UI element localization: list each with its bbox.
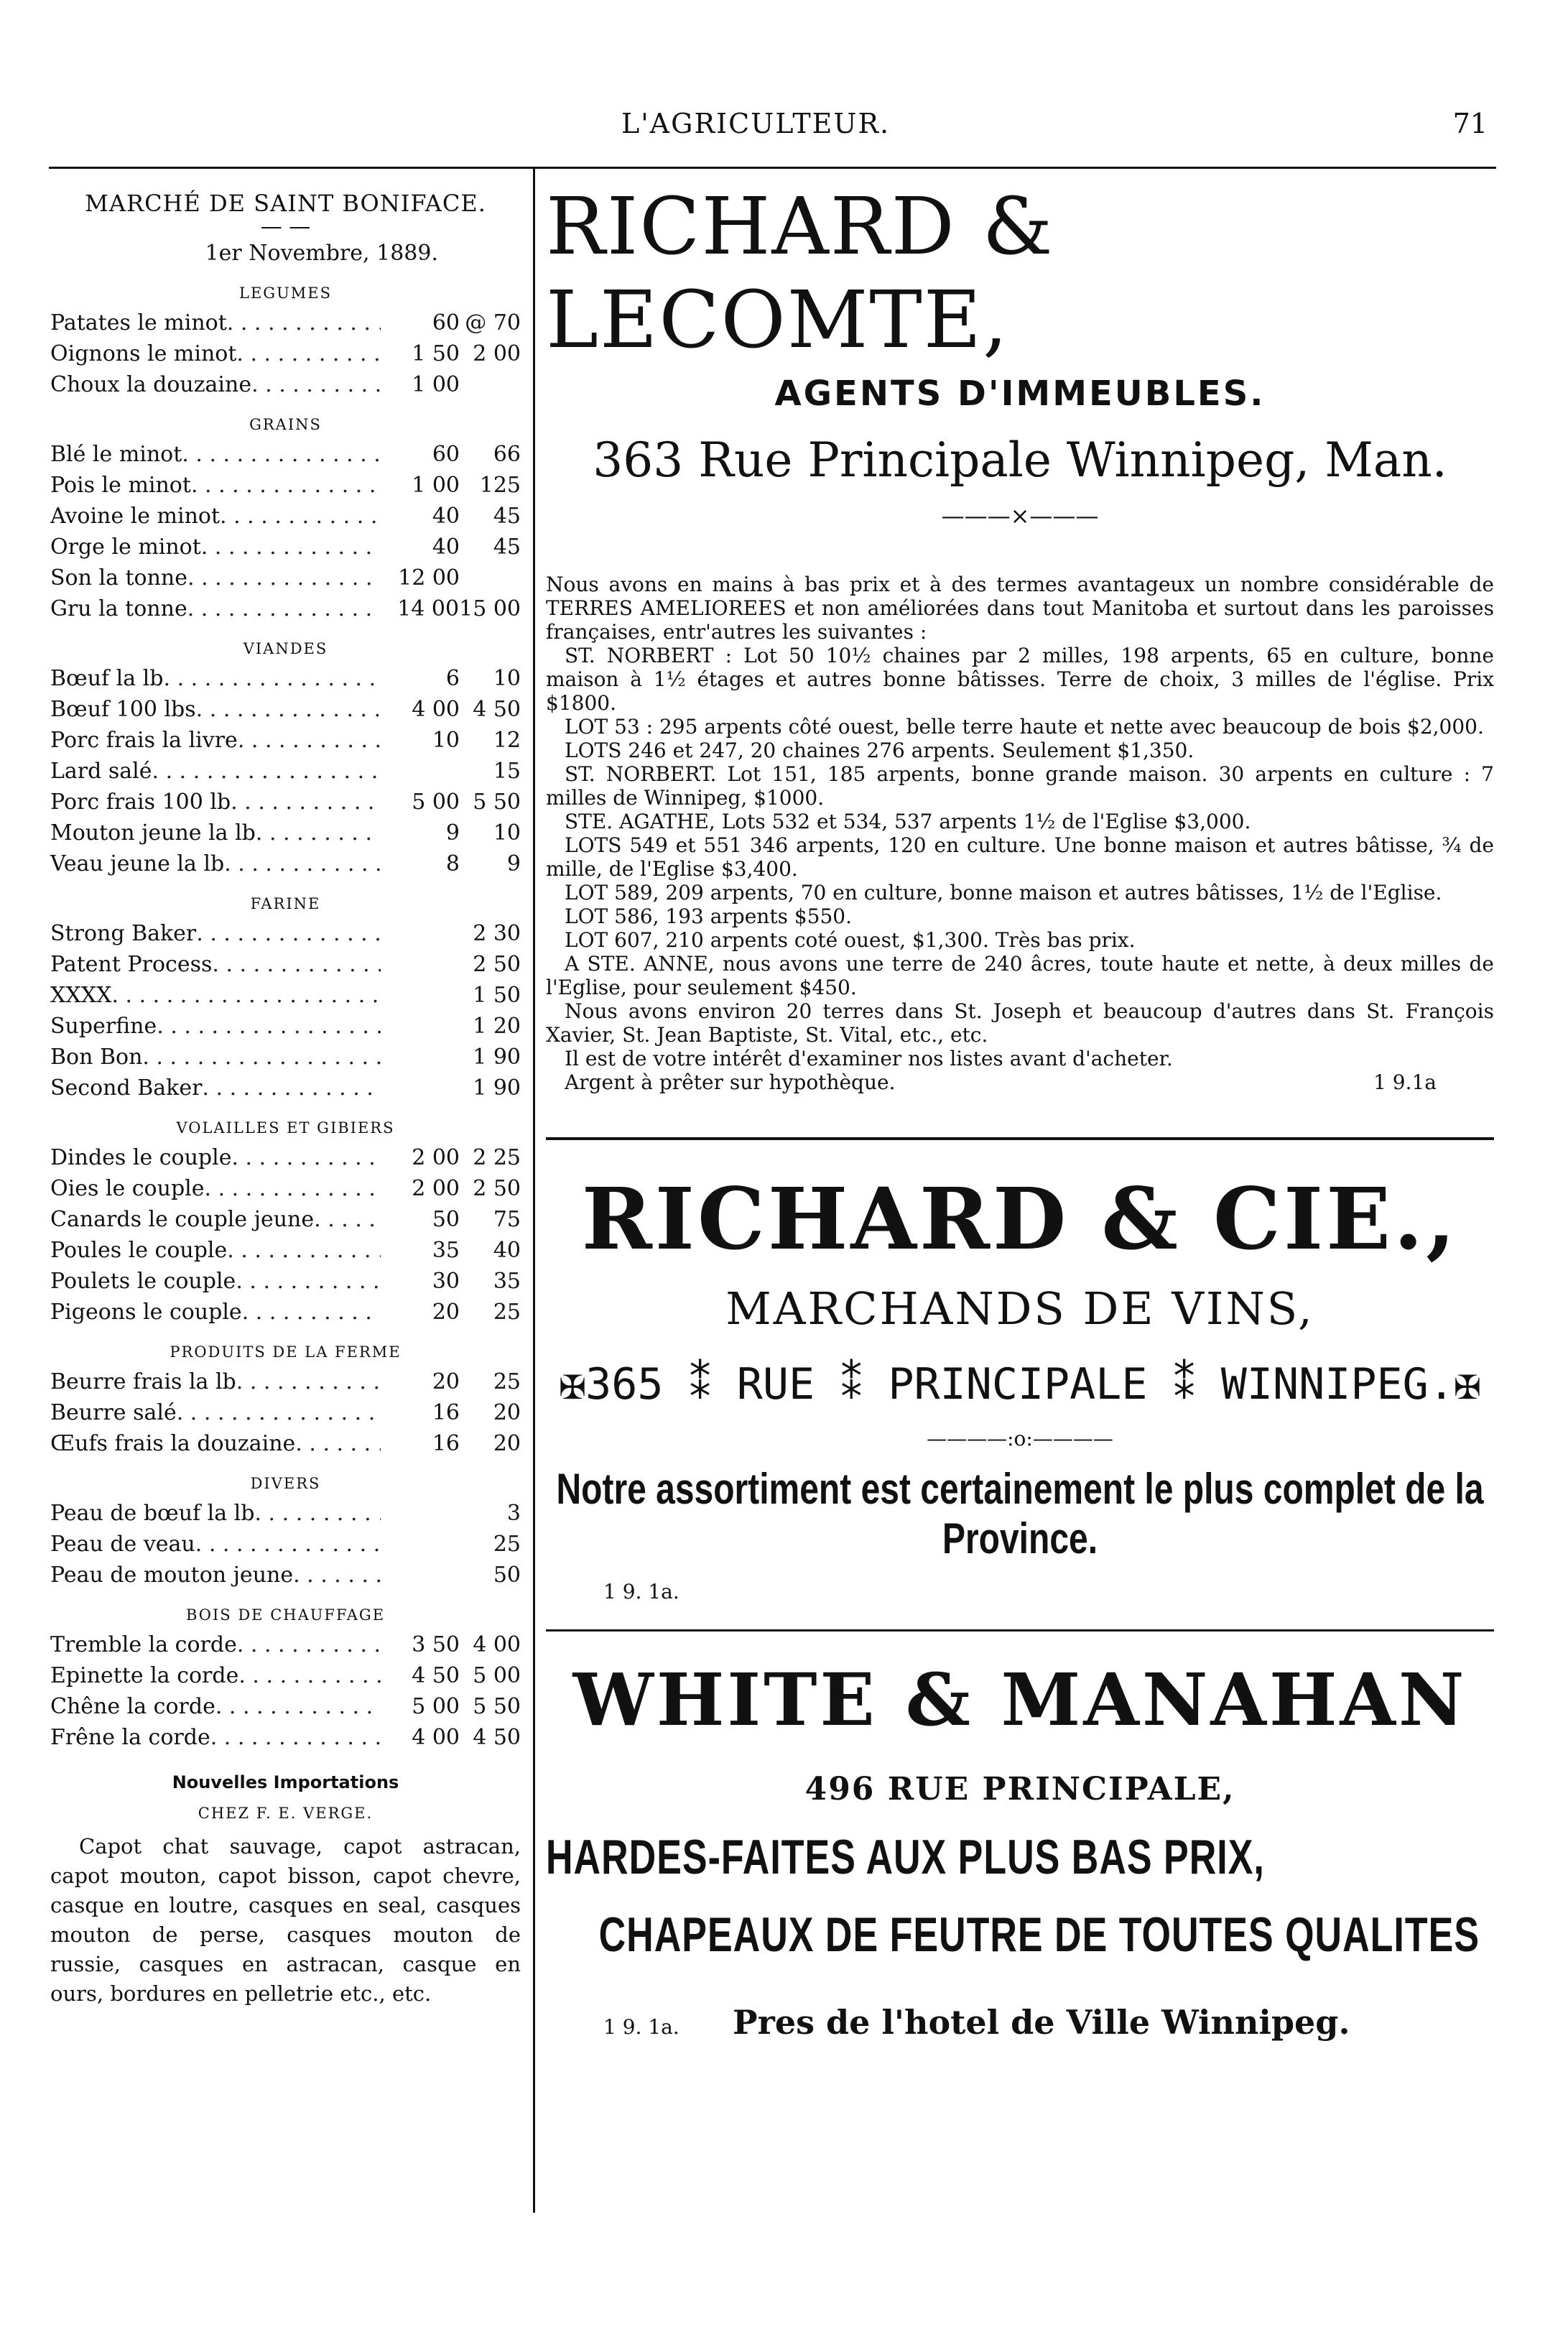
price-label: Poulets le couple [50, 1269, 236, 1294]
ad1-closing: Argent à prêter sur hypothèque. [565, 1070, 896, 1094]
leader-dots [231, 787, 381, 818]
price-high: 4 00 [473, 1632, 521, 1657]
price-label: Avoine le minot [50, 504, 221, 529]
price-row [50, 439, 521, 470]
price-high: 4 50 [473, 697, 521, 722]
price-high: 25 [493, 1369, 521, 1394]
price-low: 60 [432, 442, 460, 467]
price-high: 15 00 [459, 596, 521, 621]
price-low: 6 [445, 666, 460, 691]
price-high: 5 00 [473, 1663, 521, 1688]
ad1-address: 363 Rue Principale Winnipeg, Man. [593, 432, 1447, 488]
price-low: 5 00 [412, 1694, 460, 1719]
price-row [50, 470, 521, 501]
imports-subtitle: CHEZ F. E. VERGE. [198, 1805, 374, 1822]
leader-dots [177, 1397, 381, 1428]
ad1-paragraph: Nous avons environ 20 terres dans St. Joseph et beaucoup d'autres dans St. François Xavier, St. Jean Baptiste, St. Vital, etc., etc. [546, 999, 1494, 1047]
section-heading: LEGUMES [239, 284, 332, 302]
leader-dots [236, 1266, 381, 1297]
ad3-name: WHITE & MANAHAN [572, 1657, 1467, 1742]
price-high: 2 30 [473, 921, 521, 946]
leader-dots [238, 725, 381, 756]
price-low: 3 50 [412, 1632, 460, 1657]
ad1-paragraph: LOT 589, 209 arpents, 70 en culture, bonne maison et autres bâtisses, 1½ de l'Eglise. [565, 881, 1442, 904]
price-row [50, 918, 521, 949]
price-row [50, 1042, 521, 1073]
price-low: 2 00 [412, 1145, 460, 1170]
leader-dots [191, 470, 381, 501]
price-label: Epinette la corde [50, 1663, 239, 1688]
section-heading: PRODUITS DE LA FERME [170, 1343, 402, 1361]
price-label: Frêne la corde [50, 1725, 210, 1750]
price-label: Bœuf la lb [50, 666, 164, 691]
leader-dots [251, 369, 381, 400]
price-row [50, 1428, 521, 1459]
price-low: 35 [432, 1238, 460, 1263]
leader-dots [254, 1498, 381, 1529]
ad2-subtitle: MARCHANDS DE VINS, [725, 1282, 1314, 1335]
leader-dots [201, 532, 381, 563]
column-divider [533, 169, 535, 2213]
price-row [50, 1011, 521, 1042]
leader-dots [236, 1366, 381, 1397]
ad1-separator: ———×——— [941, 502, 1099, 529]
price-high: 2 25 [473, 1145, 521, 1170]
ad1-paragraph: STE. AGATHE, Lots 532 et 534, 537 arpents 1½ de l'Eglise $3,000. [565, 810, 1251, 833]
price-label: Tremble la corde [50, 1632, 237, 1657]
leader-dots [224, 848, 381, 879]
ad1-paragraph: ST. NORBERT : Lot 50 10½ chaines par 2 milles, 198 arpents, 65 en culture, bonne maison à 1½ étages et autres bonne bâtisses. Terre de choix, 3 milles de l'église. Prix $1800. [546, 644, 1494, 715]
leader-dots [182, 439, 381, 470]
price-high: 15 [493, 759, 521, 784]
price-label: Bœuf 100 lbs [50, 697, 196, 722]
ad3-footer-row [546, 2003, 1494, 2042]
ad2-separator: ————:o:———— [927, 1427, 1113, 1450]
ad1-paragraph: A STE. ANNE, nous avons une terre de 240 âcres, toute haute et nette, à deux milles de l'Eglise, pour seulement $450. [546, 952, 1494, 999]
price-low: 9 [445, 820, 460, 846]
price-high: 1 90 [473, 1075, 521, 1101]
leader-dots [196, 918, 381, 949]
ad1-paragraph: Nous avons en mains à bas prix et à des termes avantageux un nombre considérable de TERRES AMELIOREES et non améliorées dans tout Manitoba et surtout dans les paroisses françaises, entr'autres les suivantes : [546, 573, 1494, 644]
market-column [50, 188, 521, 2009]
price-label: Strong Baker [50, 921, 197, 946]
price-high: 45 [493, 504, 521, 529]
price-row [50, 1142, 521, 1173]
price-label: Peau de bœuf la lb [50, 1501, 255, 1526]
price-high: 20 [493, 1400, 521, 1425]
price-label: Canards le couple jeune [50, 1207, 315, 1232]
price-low: 12 00 [398, 565, 460, 591]
price-high: 1 50 [473, 983, 521, 1008]
ad1-name: RICHARD & LECOMTE, [546, 180, 1054, 366]
leader-dots [111, 980, 381, 1011]
price-high: 20 [493, 1431, 521, 1456]
price-high: 12 [493, 728, 521, 753]
price-row [50, 980, 521, 1011]
price-high: 2 50 [473, 1176, 521, 1201]
leader-dots [227, 1235, 381, 1266]
price-row [50, 1235, 521, 1266]
price-high: 50 [493, 1563, 521, 1588]
leader-dots [196, 694, 381, 725]
leader-dots [187, 563, 381, 593]
price-high: 10 [493, 666, 521, 691]
price-label: Son la tonne [50, 565, 188, 591]
price-low: 14 00 [397, 596, 460, 621]
price-row [50, 563, 521, 593]
section-heading: GRAINS [249, 416, 322, 433]
ad1-body [546, 573, 1494, 1070]
price-label: XXXX [50, 983, 112, 1008]
price-label: Chêne la corde [50, 1694, 215, 1719]
price-row [50, 501, 521, 532]
price-high: 10 [493, 820, 521, 846]
ad2-address: ✠365 ⁑ RUE ⁑ PRINCIPALE ⁑ WINNIPEG.✠ [559, 1359, 1481, 1410]
ad2-name: RICHARD & CIE., [581, 1169, 1459, 1269]
price-low: 8 [445, 851, 460, 876]
ad-divider [546, 1137, 1494, 1140]
price-high: 25 [493, 1300, 521, 1325]
price-low: 4 00 [412, 697, 460, 722]
price-low: 5 00 [412, 790, 460, 815]
ad1-closing-row [546, 1070, 1494, 1094]
leader-dots [231, 1142, 381, 1173]
price-label: Choux la douzaine [50, 372, 252, 397]
price-row [50, 1073, 521, 1103]
price-row [50, 848, 521, 879]
price-label: Peau de mouton jeune [50, 1563, 294, 1588]
journal-title: L'AGRICULTEUR. [621, 108, 891, 139]
price-high: 3 [506, 1501, 521, 1526]
price-row [50, 338, 521, 369]
leader-dots [293, 1560, 381, 1591]
price-low: 4 50 [412, 1663, 460, 1688]
leader-dots [212, 949, 381, 980]
ad1-paragraph: ST. NORBERT. Lot 151, 185 arpents, bonne grande maison. 30 arpents en culture : 7 milles de Winnipeg, $1000. [546, 762, 1494, 810]
price-label: Poules le couple [50, 1238, 228, 1263]
ad3-ref: 1 9. 1a. [603, 2015, 679, 2039]
price-label: Beurre salé [50, 1400, 177, 1425]
section-heading: VOLAILLES ET GIBIERS [176, 1119, 395, 1137]
price-label: Porc frais la livre [50, 728, 238, 753]
price-high: 45 [493, 534, 521, 560]
price-row [50, 949, 521, 980]
price-row [50, 369, 521, 400]
ad3-footer: Pres de l'hotel de Ville Winnipeg. [733, 2003, 1350, 2042]
price-low: 20 [432, 1369, 460, 1394]
market-sections [50, 279, 521, 1753]
leader-dots [187, 593, 380, 624]
price-row [50, 532, 521, 563]
price-low: 2 00 [412, 1176, 460, 1201]
price-low: 16 [432, 1400, 460, 1425]
leader-dots [242, 1297, 381, 1328]
leader-dots [195, 1529, 381, 1560]
leader-dots [142, 1042, 381, 1073]
price-row [50, 1366, 521, 1397]
price-low: 20 [432, 1300, 460, 1325]
price-label: Peau de veau [50, 1532, 195, 1557]
leader-dots [220, 501, 381, 532]
price-high: 25 [493, 1532, 521, 1557]
price-label: Oies le couple [50, 1176, 205, 1201]
price-high: 4 50 [473, 1725, 521, 1750]
price-row [50, 1498, 521, 1529]
price-low: 30 [432, 1269, 460, 1294]
leader-dots [215, 1691, 381, 1722]
ad3-line1: HARDES-FAITES AUX PLUS BAS PRIX, [546, 1830, 1265, 1885]
price-high: 35 [493, 1269, 521, 1294]
price-label: Porc frais 100 lb [50, 790, 231, 815]
leader-dots [237, 1629, 381, 1660]
price-low: 1 50 [412, 341, 460, 366]
price-high: 5 50 [473, 790, 521, 815]
price-row [50, 1173, 521, 1204]
price-label: Veau jeune la lb [50, 851, 225, 876]
price-high: 75 [493, 1207, 521, 1232]
leader-dots [157, 1011, 381, 1042]
section-heading: DIVERS [250, 1475, 321, 1492]
price-low: 1 00 [412, 473, 460, 498]
price-low: 40 [432, 534, 460, 560]
price-row [50, 1266, 521, 1297]
ad2-ref: 1 9. 1a. [603, 1580, 679, 1603]
price-low: 1 00 [412, 372, 460, 397]
ads-column [546, 180, 1494, 2042]
price-row [50, 1529, 521, 1560]
price-row [50, 818, 521, 848]
price-label: Orge le minot [50, 534, 201, 560]
price-low: 40 [432, 504, 460, 529]
section-heading: VIANDES [243, 640, 328, 657]
price-row [50, 1297, 521, 1328]
leader-dots [256, 818, 381, 848]
price-row [50, 1722, 521, 1753]
price-row [50, 593, 521, 624]
ad1-paragraph: LOTS 549 et 551 346 arpents, 120 en culture. Une bonne maison et autres bâtisse, ¾ de mille, de l'Eglise $3,400. [546, 833, 1494, 881]
page-header [0, 108, 1568, 151]
ad-divider [546, 1629, 1494, 1631]
price-high: 5 50 [473, 1694, 521, 1719]
leader-dots [314, 1204, 381, 1235]
price-row [50, 725, 521, 756]
ad1-subtitle: AGENTS D'IMMEUBLES. [774, 374, 1266, 414]
price-label: Dindes le couple [50, 1145, 232, 1170]
leader-dots [202, 1073, 381, 1103]
price-label: Œufs frais la douzaine [50, 1431, 296, 1456]
ad1-paragraph: Il est de votre intérêt d'examiner nos listes avant d'acheter. [565, 1047, 1173, 1070]
price-row [50, 1660, 521, 1691]
leader-dots [205, 1173, 381, 1204]
price-label: Bon Bon [50, 1045, 143, 1070]
price-high: 2 50 [473, 952, 521, 977]
price-high: 125 [479, 473, 521, 498]
ad1-paragraph: LOT 586, 193 arpents $550. [565, 904, 852, 928]
section-heading: BOIS DE CHAUFFAGE [185, 1606, 386, 1624]
imports-title: Nouvelles Importations [172, 1772, 399, 1792]
price-low: 50 [432, 1207, 460, 1232]
price-label: Lard salé [50, 759, 152, 784]
price-label: Superfine [50, 1014, 157, 1039]
price-label: Mouton jeune la lb [50, 820, 256, 846]
price-label: Patates le minot [50, 310, 227, 335]
price-high: 2 00 [473, 341, 521, 366]
header-rule [49, 167, 1496, 169]
price-high: 66 [493, 442, 521, 467]
price-row [50, 663, 521, 694]
price-high: 1 20 [473, 1014, 521, 1039]
leader-dots [238, 1660, 381, 1691]
leader-dots [152, 756, 381, 787]
leader-dots [210, 1722, 381, 1753]
price-label: Pois le minot [50, 473, 191, 498]
price-row [50, 307, 521, 338]
price-low: 60 [432, 310, 460, 335]
price-row [50, 694, 521, 725]
ad1-paragraph: LOTS 246 et 247, 20 chaines 276 arpents. Seulement $1,350. [565, 739, 1194, 762]
ad1-paragraph: LOT 607, 210 arpents coté ouest, $1,300. Très bas prix. [565, 928, 1136, 952]
price-label: Gru la tonne [50, 596, 187, 621]
ad3-line2: CHAPEAUX DE FEUTRE DE TOUTES QUALITES [598, 1908, 1480, 1963]
price-label: Second Baker [50, 1075, 203, 1101]
price-high: 9 [506, 851, 521, 876]
price-row [50, 1560, 521, 1591]
price-label: Patent Process [50, 952, 213, 977]
price-low: 16 [432, 1431, 460, 1456]
price-label: Pigeons le couple [50, 1300, 242, 1325]
leader-dots [236, 338, 381, 369]
price-row [50, 787, 521, 818]
market-date: 1er Novembre, 1889. [205, 241, 438, 266]
leader-dots [227, 307, 381, 338]
imports-text: Capot chat sauvage, capot astracan, capot mouton, capot bisson, capot chevre, casque en loutre, casques en seal, casques mouton de perse, casques mouton de russie, casques en astracan, casque en ours, bordures en pelletrie etc., etc. [50, 1834, 521, 2006]
ad1-ref: 1 9.1a [1373, 1070, 1437, 1094]
page-number: 71 [1452, 108, 1488, 139]
price-row [50, 1204, 521, 1235]
section-heading: FARINE [250, 895, 321, 912]
price-row [50, 1397, 521, 1428]
price-high: @ 70 [465, 310, 521, 335]
ad3-address: 496 RUE PRINCIPALE, [804, 1771, 1235, 1808]
price-row [50, 1691, 521, 1722]
price-low: 4 00 [412, 1725, 460, 1750]
ad2-slogan: Notre assortiment est certainement le plus complet de la Province. [556, 1466, 1484, 1563]
market-dash: — — [260, 214, 311, 239]
leader-dots [164, 663, 381, 694]
price-label: Blé le minot [50, 442, 182, 467]
price-label: Beurre frais la lb [50, 1369, 236, 1394]
price-label: Oignons le minot [50, 341, 237, 366]
leader-dots [295, 1428, 381, 1459]
price-high: 40 [493, 1238, 521, 1263]
price-row [50, 756, 521, 787]
ad1-paragraph: LOT 53 : 295 arpents côté ouest, belle terre haute et nette avec beaucoup de bois $2,000. [565, 715, 1484, 739]
price-row [50, 1629, 521, 1660]
market-title: MARCHÉ DE SAINT BONIFACE. [85, 190, 486, 217]
price-low: 10 [432, 728, 460, 753]
price-high: 1 90 [473, 1045, 521, 1070]
